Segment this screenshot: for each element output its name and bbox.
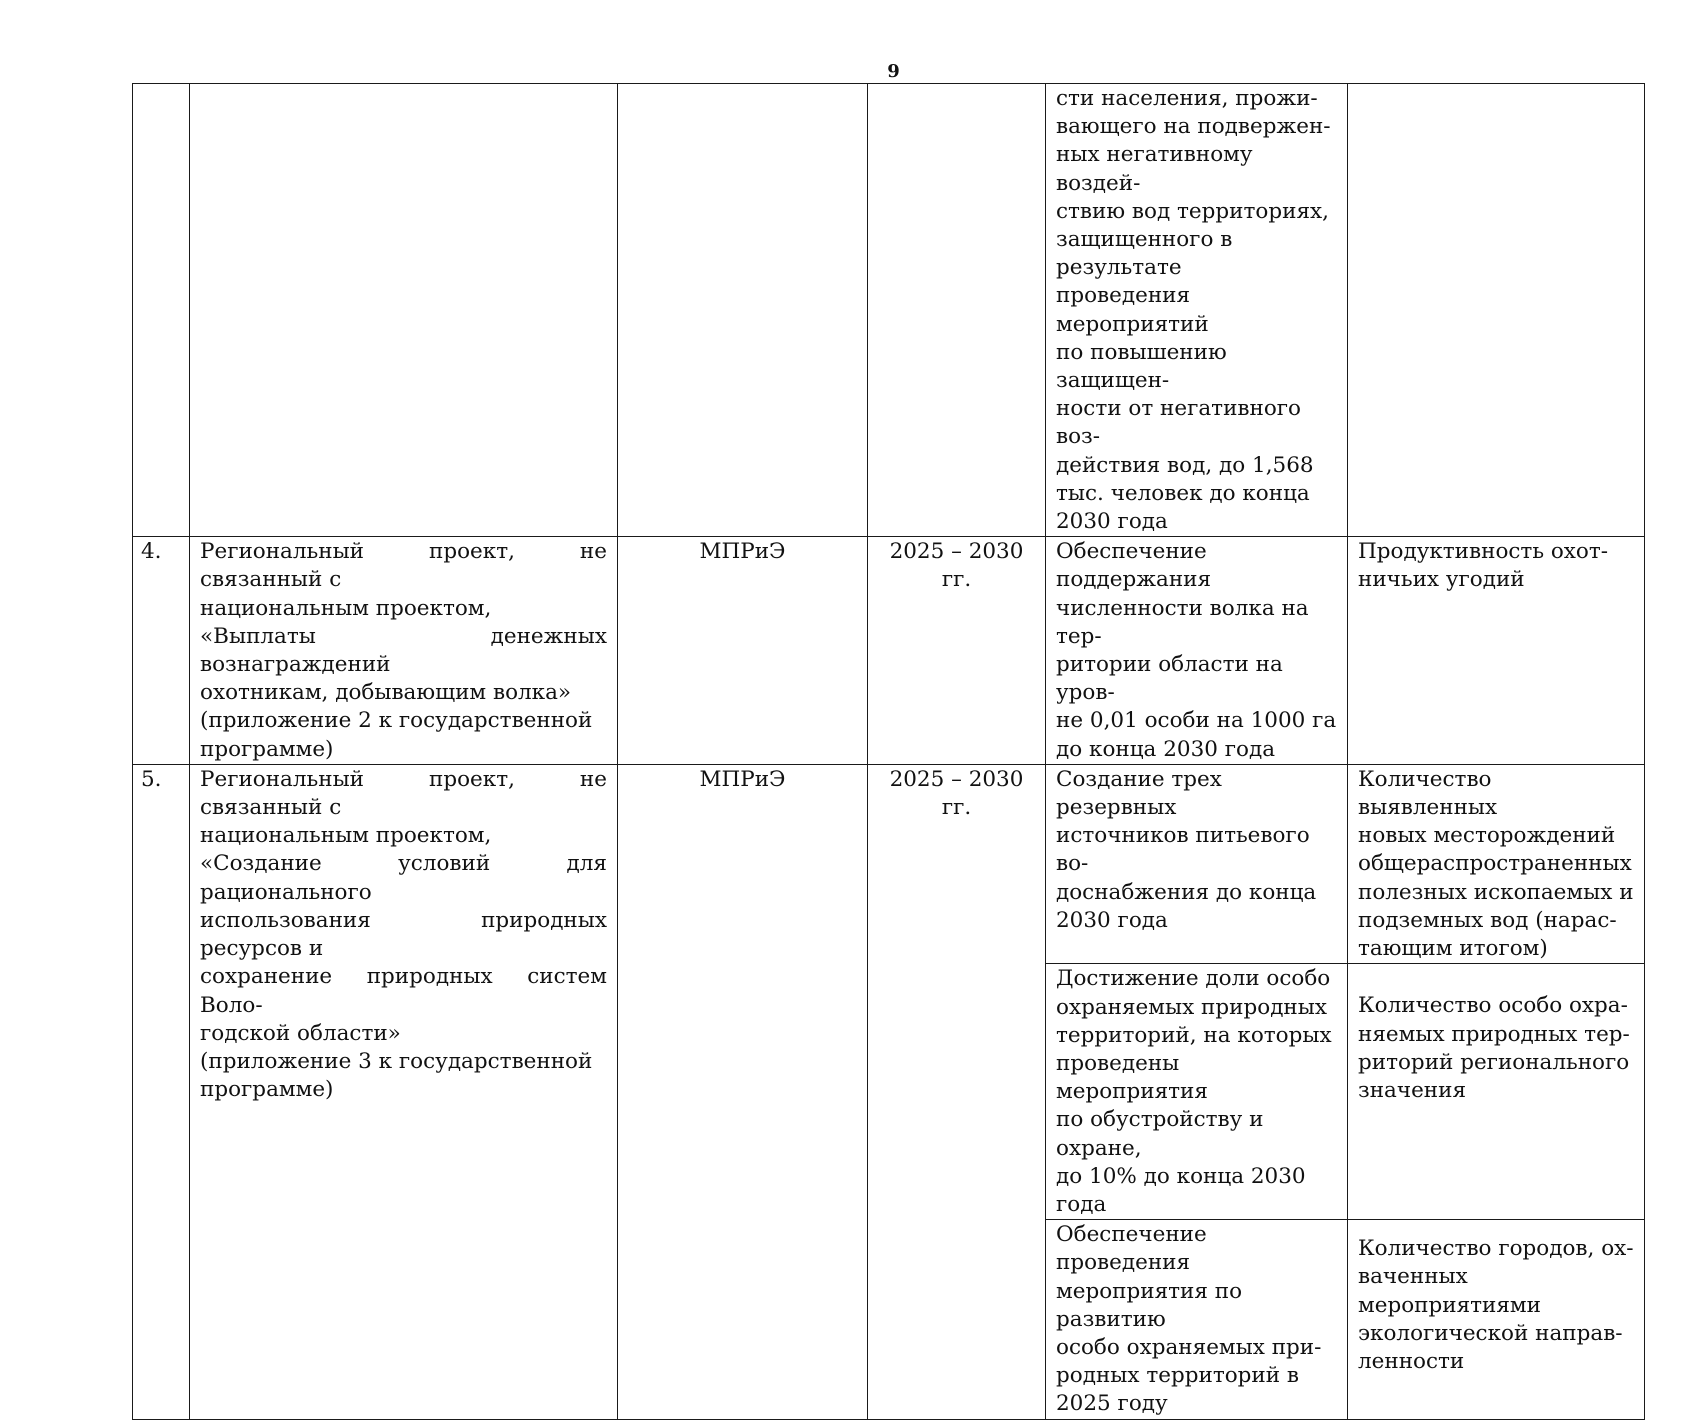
project-name-line: (приложение 2 к государственной	[200, 708, 593, 734]
program-table	[132, 83, 1645, 1420]
project-name-line: программе)	[200, 736, 334, 762]
project-name-line: годской области»	[200, 1020, 401, 1046]
row-number: 5.	[133, 764, 190, 1419]
indicator-text: Количество особо охра- няемых природных тер- риторий регионального значения	[1348, 964, 1645, 1220]
project-name-line: «Выплаты денежных вознаграждений	[200, 623, 607, 678]
indicator-text: Количество городов, ох- ваченных мероприятиями экологической направ- ленности	[1348, 1220, 1645, 1419]
task-text: Обеспечение поддержания численности волка на тер- ритории области на уров- не 0,01 особи на 1000 га до конца 2030 года	[1046, 537, 1348, 765]
project-name-line: «Создание условий для рационального	[200, 851, 607, 905]
project-name-line: национальным проектом,	[200, 595, 492, 621]
period: 2025 – 2030 гг.	[868, 764, 1046, 1419]
row-number: 4.	[133, 537, 190, 765]
indicator-text: Продуктивность охот- ничьих угодий	[1348, 537, 1645, 765]
project-name-line: сохранение природных систем Воло-	[200, 964, 607, 1018]
project-name-line: (приложение 3 к государственной	[200, 1048, 593, 1074]
indicator-text	[1348, 84, 1645, 537]
period: 2025 – 2030 гг.	[868, 537, 1046, 765]
project-name	[190, 537, 618, 765]
period	[868, 84, 1046, 537]
indicator-text: Количество выявленных новых месторождений общераспространенных полезных ископаемых и подземных вод (нарас- тающим итогом)	[1348, 764, 1645, 963]
row-number	[133, 84, 190, 537]
table-row	[133, 537, 1645, 765]
project-name-line: использования природных ресурсов и	[200, 907, 607, 962]
responsible: МПРиЭ	[618, 537, 868, 765]
responsible: МПРиЭ	[618, 764, 868, 1419]
project-name-line: Региональный проект, не связанный с	[200, 539, 607, 593]
project-name-line: охотникам, добывающим волка»	[200, 680, 572, 706]
project-name-line: программе)	[200, 1077, 334, 1103]
project-name	[190, 84, 618, 537]
task-text: Достижение доли особо охраняемых природных территорий, на которых проведены мероприятия по обустройству и охране, до 10% до конца 2030 года	[1046, 964, 1348, 1220]
task-text: сти населения, прожи- вающего на подвержен- ных негативному воздей- ствию вод территориях, защищенного в результате проведения мероприятий по повышению защищен- ности от негативного воз- действия вод, до 1,568 тыс. человек до конца 2030 года	[1046, 84, 1348, 537]
table-row	[133, 764, 1645, 963]
project-name	[190, 764, 618, 1419]
page-number: 9	[887, 61, 900, 82]
table-row	[133, 84, 1645, 537]
responsible	[618, 84, 868, 537]
project-name-line: Региональный проект, не связанный с	[200, 766, 607, 821]
task-text: Обеспечение проведения мероприятия по развитию особо охраняемых при- родных территорий в 2025 году	[1046, 1220, 1348, 1419]
project-name-line: национальным проектом,	[200, 823, 492, 849]
task-text: Создание трех резервных источников питьевого во- доснабжения до конца 2030 года	[1046, 764, 1348, 963]
